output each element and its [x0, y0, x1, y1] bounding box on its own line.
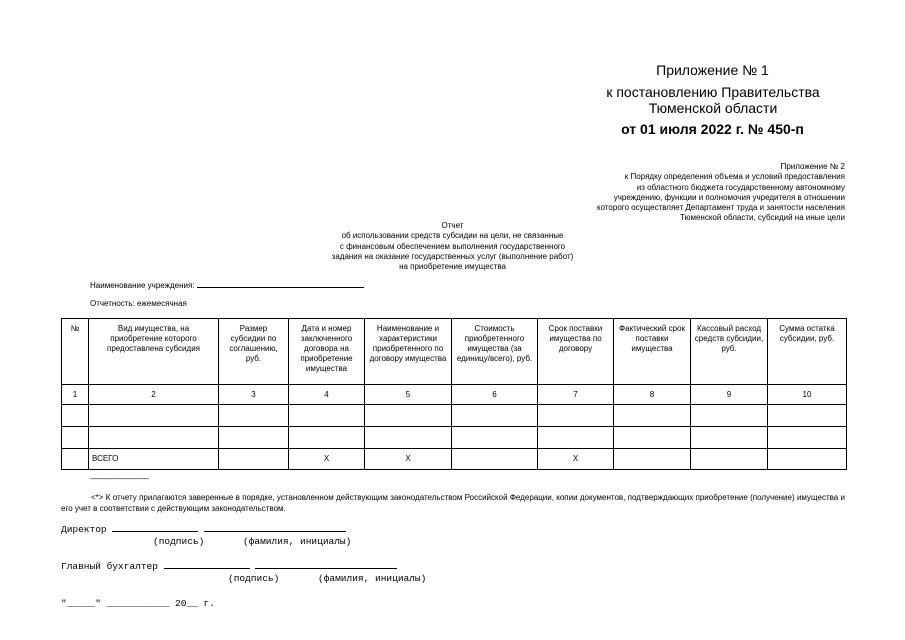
decree-reference: к постановлению Правительства Тюменской области	[606, 84, 820, 116]
table-row	[62, 427, 847, 449]
table-cell[interactable]	[62, 405, 89, 427]
table-cell[interactable]	[89, 427, 219, 449]
director-signature-field[interactable]	[112, 530, 198, 532]
total-label: ВСЕГО	[89, 449, 219, 470]
column-number: 1	[62, 385, 89, 405]
table-header-cell: Фактический срок поставки имущества	[614, 319, 691, 385]
director-label: Директор	[61, 524, 107, 535]
footnote-separator: --------------------------------	[90, 476, 149, 483]
table-header-cell: Стоимость приобретенного имущества (за единицу/всего), руб.	[452, 319, 538, 385]
total-cell-x: X	[365, 449, 452, 470]
table-number-row	[62, 385, 847, 405]
report-table	[61, 318, 847, 470]
column-number: 3	[219, 385, 289, 405]
column-number: 10	[768, 385, 847, 405]
appendix2-block	[545, 162, 845, 224]
report-title-line: Отчет	[441, 221, 464, 230]
date-line: "_____" ___________ 20__ г.	[61, 598, 215, 609]
director-name-field[interactable]	[204, 530, 346, 532]
report-title-line: с финансовым обеспечением выполнения государственного	[339, 241, 566, 251]
total-cell[interactable]	[614, 449, 691, 470]
total-cell[interactable]	[768, 449, 847, 470]
table-cell[interactable]	[691, 405, 768, 427]
accountant-signature-caption: (подпись)	[228, 573, 280, 584]
accountant-name-field[interactable]	[255, 567, 397, 569]
report-title-line: задания на оказание государственных услуг (выполнение работ)	[331, 251, 574, 261]
total-cell	[62, 449, 89, 470]
appendix2-line: учреждению, функции и полномочия учредителя в отношении	[613, 192, 845, 202]
total-cell-x: X	[538, 449, 614, 470]
table-cell[interactable]	[89, 405, 219, 427]
institution-name-field[interactable]	[197, 286, 364, 288]
chief-accountant-label: Главный бухгалтер	[61, 561, 158, 572]
table-cell[interactable]	[768, 427, 847, 449]
decree-date-number: от 01 июля 2022 г. № 450-п	[621, 121, 804, 137]
director-signature-caption: (подпись)	[153, 536, 205, 547]
report-title-line: на приобретение имущества	[399, 262, 506, 272]
column-number: 9	[691, 385, 768, 405]
director-row	[61, 524, 346, 535]
table-cell[interactable]	[691, 427, 768, 449]
appendix2-line: которого осуществляет Департамент труда и занятости населения	[596, 203, 845, 213]
table-header-cell: №	[62, 319, 89, 385]
director-name-caption: (фамилия, инициалы)	[243, 536, 352, 547]
table-cell[interactable]	[768, 405, 847, 427]
report-title-line: об использовании средств субсидии на цели, не связанные	[341, 231, 564, 241]
column-number: 8	[614, 385, 691, 405]
table-header-cell: Сумма остатка субсидии, руб.	[768, 319, 847, 385]
total-cell[interactable]	[452, 449, 538, 470]
accountant-name-caption: (фамилия, инициалы)	[318, 573, 427, 584]
report-title	[300, 221, 605, 272]
column-number: 5	[365, 385, 452, 405]
column-number: 6	[452, 385, 538, 405]
institution-row	[90, 281, 364, 290]
total-cell[interactable]	[691, 449, 768, 470]
table-header-cell: Дата и номер заключенного договора на приобретение имущества	[289, 319, 365, 385]
appendix2-line: из областного бюджета государственному автономному	[636, 182, 845, 192]
table-header-cell: Размер субсидии по соглашению, руб.	[219, 319, 289, 385]
table-cell[interactable]	[614, 405, 691, 427]
table-cell[interactable]	[219, 427, 289, 449]
table-cell[interactable]	[365, 405, 452, 427]
table-total-row	[62, 449, 847, 470]
appendix2-line: к Порядку определения объема и условий предоставления	[624, 172, 845, 182]
table-cell[interactable]	[62, 427, 89, 449]
appendix-title: Приложение № 1	[656, 62, 769, 78]
table-cell[interactable]	[452, 405, 538, 427]
table-cell[interactable]	[289, 427, 365, 449]
table-header-cell: Вид имущества, на приобретение которого предоставлена субсидия	[89, 319, 219, 385]
reporting-periodicity: Отчетность: ежемесячная	[90, 299, 187, 308]
column-number: 2	[89, 385, 219, 405]
total-cell-x: X	[289, 449, 365, 470]
footnote-text: <*> К отчету прилагаются заверенные в порядке, установленном действующим законодательством Российской Федерации, копии документов, подтверждающих приобретение (получение) имущества и его учет в соответствии с действующим законодательством.	[61, 493, 845, 513]
table-cell[interactable]	[365, 427, 452, 449]
table-header-cell: Наименование и характеристики приобретенного по договору имущества	[365, 319, 452, 385]
table-header-cell: Срок поставки имущества по договору	[538, 319, 614, 385]
table-row	[62, 405, 847, 427]
table-cell[interactable]	[219, 405, 289, 427]
table-cell[interactable]	[538, 405, 614, 427]
accountant-signature-field[interactable]	[164, 567, 250, 569]
chief-accountant-row	[61, 561, 397, 572]
column-number: 7	[538, 385, 614, 405]
total-cell[interactable]	[219, 449, 289, 470]
column-number: 4	[289, 385, 365, 405]
table-header-row	[62, 319, 847, 385]
table-cell[interactable]	[538, 427, 614, 449]
table-header-cell: Кассовый расход средств субсидии, руб.	[691, 319, 768, 385]
institution-label: Наименование учреждения:	[90, 281, 195, 290]
appendix2-line: Приложение № 2	[780, 162, 845, 171]
appendix2-line: Тюменской области, субсидий на иные цели	[680, 213, 845, 223]
table-cell[interactable]	[452, 427, 538, 449]
table-cell[interactable]	[614, 427, 691, 449]
table-cell[interactable]	[289, 405, 365, 427]
